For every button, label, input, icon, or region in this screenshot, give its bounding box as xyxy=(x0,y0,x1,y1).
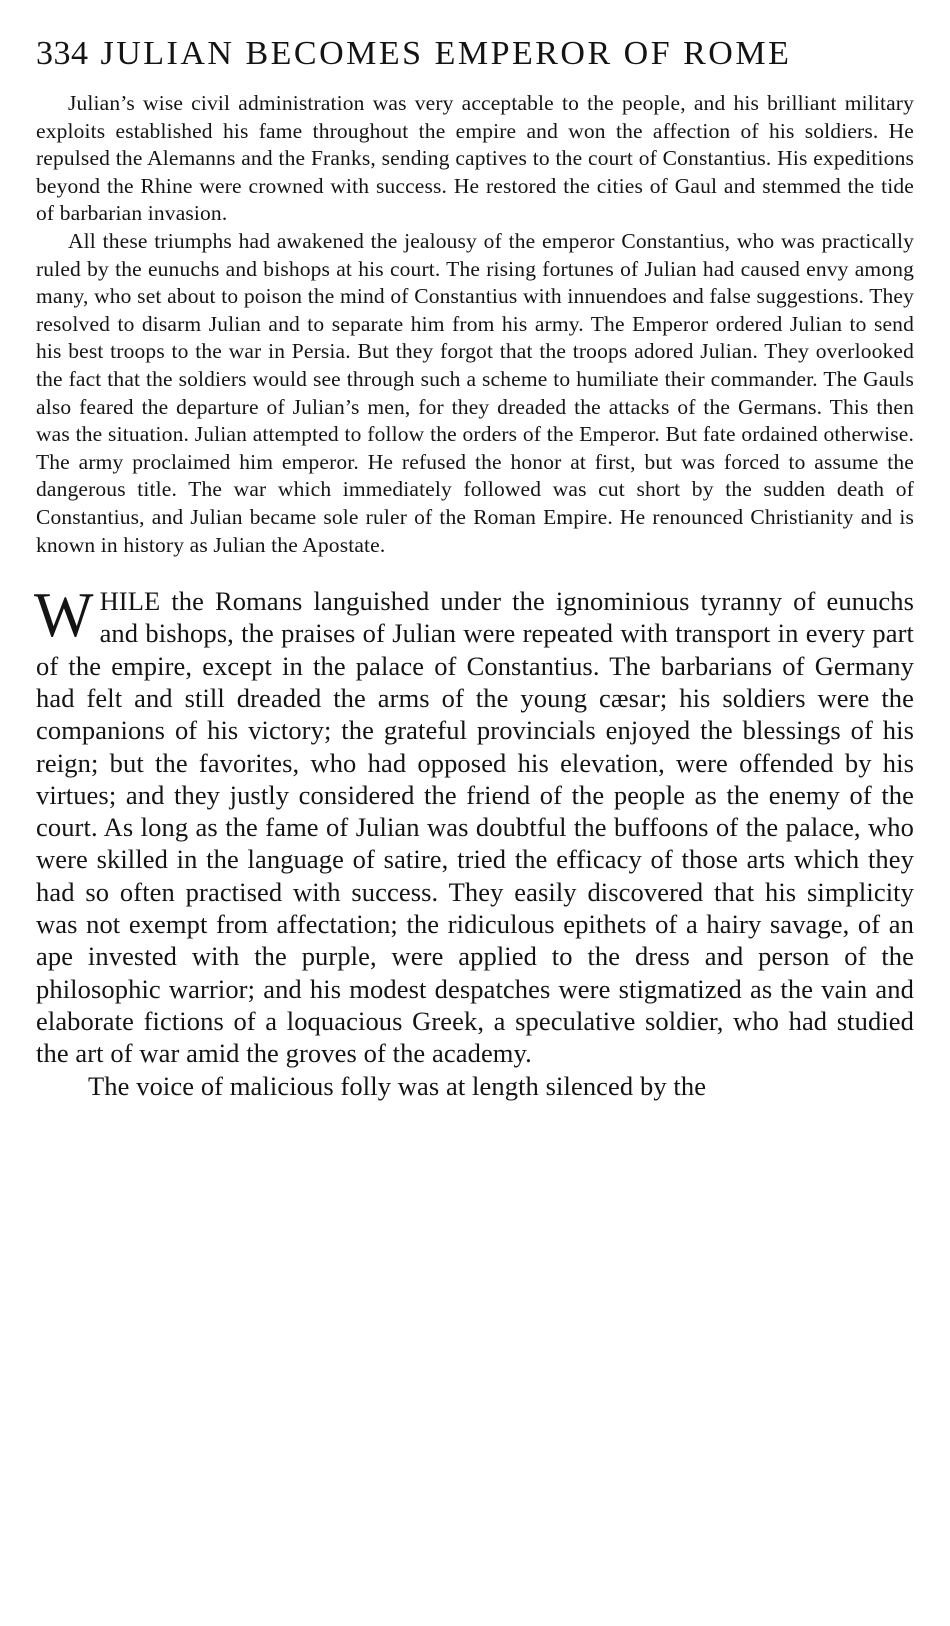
narrative-paragraph xyxy=(34,580,914,1069)
summary-paragraph: Julian’s wise civil administration was very acceptable to the people, and his brilliant military exploits established his fame throughout the empire and won the affection of his soldiers. He repulsed the Alemanns and the Franks, sending captives to the court of Constantius. His expeditions beyond the Rhine were crowned with success. He restored the cities of Gaul and stemmed the tide of barbarian invasion. xyxy=(36,91,914,226)
main-text xyxy=(34,580,914,1102)
chapter-summary xyxy=(36,90,914,559)
page-number: 334 xyxy=(36,35,89,72)
book-page xyxy=(36,26,914,1102)
narrative-paragraph-text: HILE the Romans languished under the ignominious tyranny of eunuchs and bishops, the praises of Julian were repeated with transport in every part of the empire, except in the palace of Constantius. The barbarians of Germany had felt and still dreaded the arms of the young cæsar; his soldiers were the companions of his victory; the grateful provincials enjoyed the blessings of his reign; but the favorites, who had opposed his elevation, were offended by his virtues; and they justly considered the friend of the people as the enemy of the court. As long as the fame of Julian was doubtful the buffoons of the palace, who were skilled in the language of satire, tried the efficacy of those arts which they had so often practised with success. They easily discovered that his simplicity was not exempt from affectation; the ridiculous epithets of a hairy savage, of an ape invested with the purple, were applied to the dress and person of the philosophic warrior; and his modest despatches were stigmatized as the vain and elaborate fictions of a loquacious Greek, a speculative soldier, who had studied the art of war amid the groves of the academy. xyxy=(36,586,914,1069)
narrative-paragraph: The voice of malicious folly was at length silenced by the xyxy=(88,1070,707,1101)
summary-paragraph: All these triumphs had awakened the jealousy of the emperor Constantius, who was practically ruled by the eunuchs and bishops at his court. The rising fortunes of Julian had caused envy among many, who set about to poison the mind of Constantius with innuendoes and false suggestions. They resolved to disarm Julian and to separate him from his army. The Emperor ordered Julian to send his best troops to the war in Persia. But they forgot that the troops adored Julian. They overlooked the fact that the soldiers would see through such a scheme to humiliate their commander. The Gauls also feared the departure of Julian’s men, for they dreaded the attacks of the Germans. This then was the situation. Julian attempted to follow the orders of the Emperor. But fate ordained otherwise. The army proclaimed him emperor. He refused the honor at first, but was forced to assume the dangerous title. The war which immediately followed was cut short by the sudden death of Constantius, and Julian became sole ruler of the Roman Empire. He renounced Christianity and is known in history as Julian the Apostate. xyxy=(36,228,914,557)
running-title: JULIAN BECOMES EMPEROR OF ROME xyxy=(100,35,792,72)
running-head xyxy=(36,26,914,82)
drop-cap: W xyxy=(34,580,94,651)
